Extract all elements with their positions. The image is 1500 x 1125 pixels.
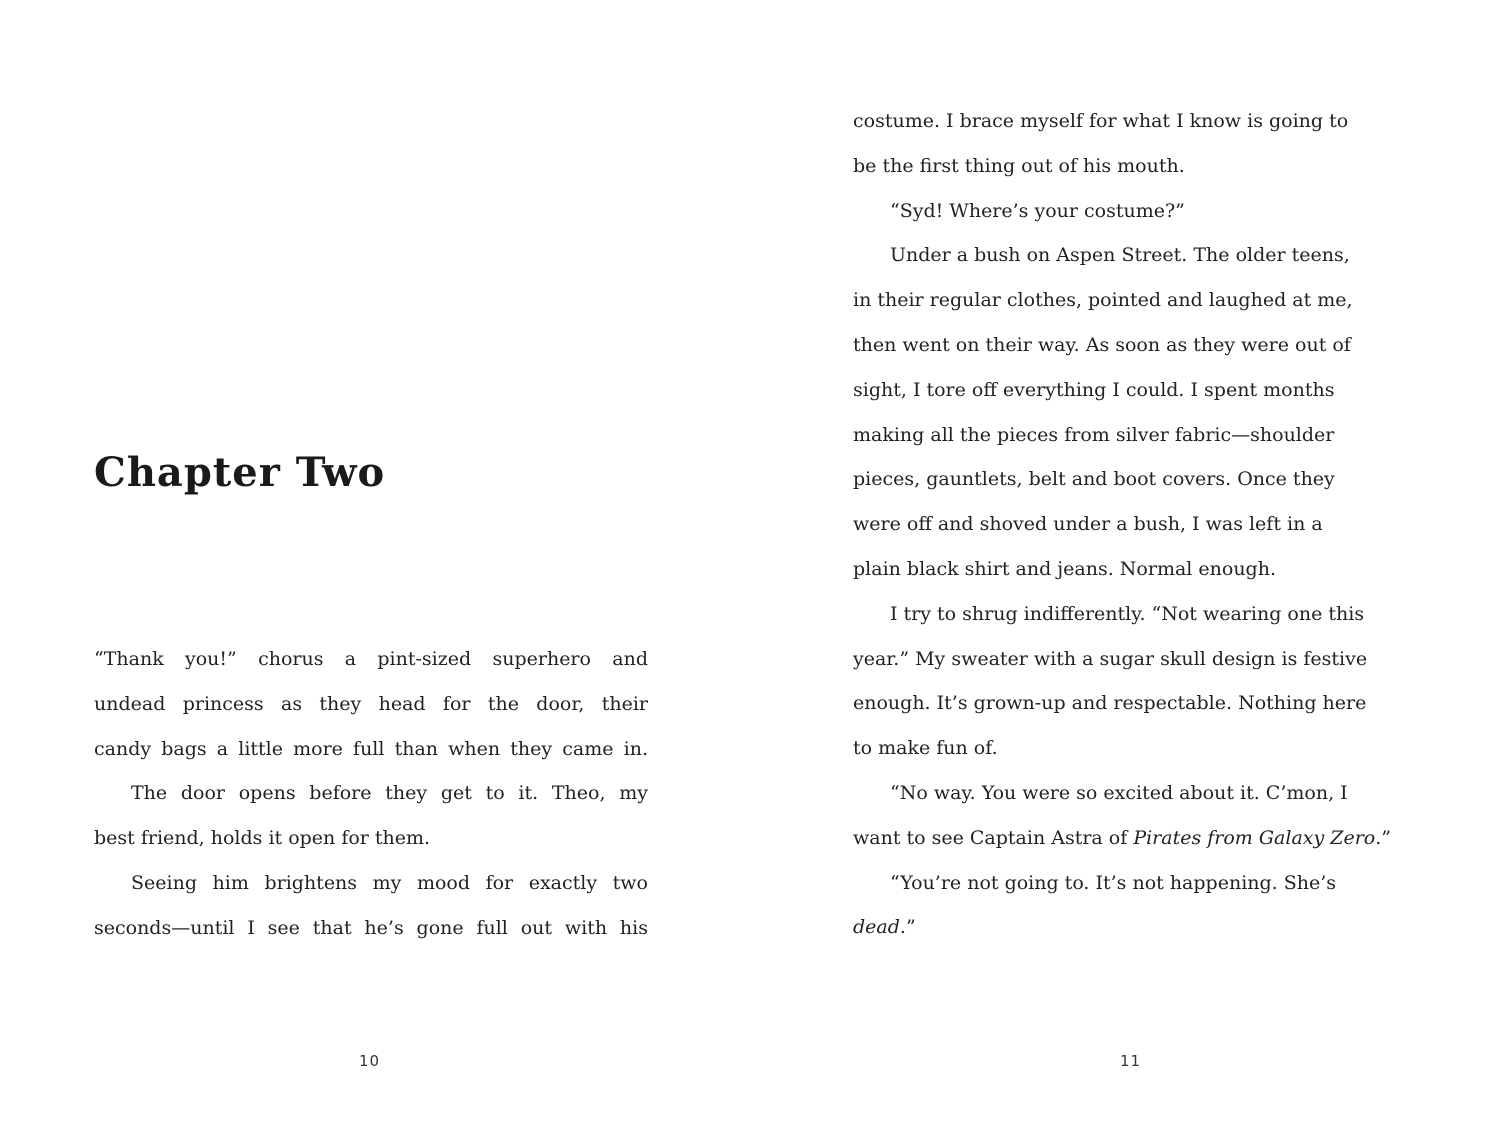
paragraph xyxy=(853,99,1407,189)
right-page-body xyxy=(853,99,1407,950)
paragraph xyxy=(94,861,648,951)
right-page xyxy=(750,0,1500,1125)
text-line: to make fun of. xyxy=(853,737,998,760)
text-line: undead princess as they head for the door, their xyxy=(94,692,648,715)
text-line: year.” My sweater with a sugar skull design is festive xyxy=(853,647,1368,670)
paragraph xyxy=(853,771,1407,861)
text-line: The door opens before they get to it. Theo, my xyxy=(131,782,648,805)
text-line: Seeing him brightens my mood for exactly two xyxy=(131,871,648,894)
paragraph xyxy=(853,233,1407,591)
paragraph xyxy=(853,189,1407,234)
left-page-body xyxy=(94,637,648,951)
text-line: “Thank you!” chorus a pint-sized superhero and xyxy=(94,648,648,670)
text-line: candy bags a little more full than when they came in. xyxy=(94,737,648,760)
page-number: 10 xyxy=(359,1052,381,1070)
text-line-end: .” xyxy=(1375,826,1391,849)
chapter-title: Chapter Two xyxy=(94,449,386,496)
text-line: I try to shrug indifferently. “Not wearing one this xyxy=(890,602,1365,625)
text-line: best friend, holds it open for them. xyxy=(94,827,431,850)
book-title: Pirates from Galaxy Zero xyxy=(1133,826,1376,849)
paragraph xyxy=(94,771,648,861)
text-line: plain black shirt and jeans. Normal enough. xyxy=(853,557,1277,580)
text-line: pieces, gauntlets, belt and boot covers. Once they xyxy=(853,468,1335,491)
emphasized-word: dead xyxy=(853,916,900,939)
text-line: “No way. You were so excited about it. C’mon, I xyxy=(890,781,1348,804)
text-line: making all the pieces from silver fabric—shoulder xyxy=(853,423,1335,446)
paragraph xyxy=(94,637,648,771)
text-line: sight, I tore off everything I could. I spent months xyxy=(853,378,1335,401)
text-line: Under a bush on Aspen Street. The older teens, xyxy=(890,244,1350,267)
text-line: costume. I brace myself for what I know is going to xyxy=(853,110,1349,132)
text-line: “Syd! Where’s your costume?” xyxy=(890,199,1185,222)
text-line: “You’re not going to. It’s not happening. She’s xyxy=(890,871,1337,894)
paragraph xyxy=(853,592,1407,771)
page-number: 11 xyxy=(1120,1052,1142,1070)
text-line-start: want to see Captain Astra of xyxy=(853,826,1134,849)
text-line: were off and shoved under a bush, I was left in a xyxy=(853,513,1323,536)
text-line: seconds—until I see that he’s gone full out with his xyxy=(94,916,648,939)
text-line-end: .” xyxy=(899,916,916,939)
paragraph xyxy=(853,861,1407,951)
text-line: enough. It’s grown-up and respectable. Nothing here xyxy=(853,692,1367,715)
text-line: in their regular clothes, pointed and laughed at me, xyxy=(853,289,1353,312)
text-line: be the first thing out of his mouth. xyxy=(853,154,1185,177)
text-line: then went on their way. As soon as they were out of xyxy=(853,333,1351,356)
